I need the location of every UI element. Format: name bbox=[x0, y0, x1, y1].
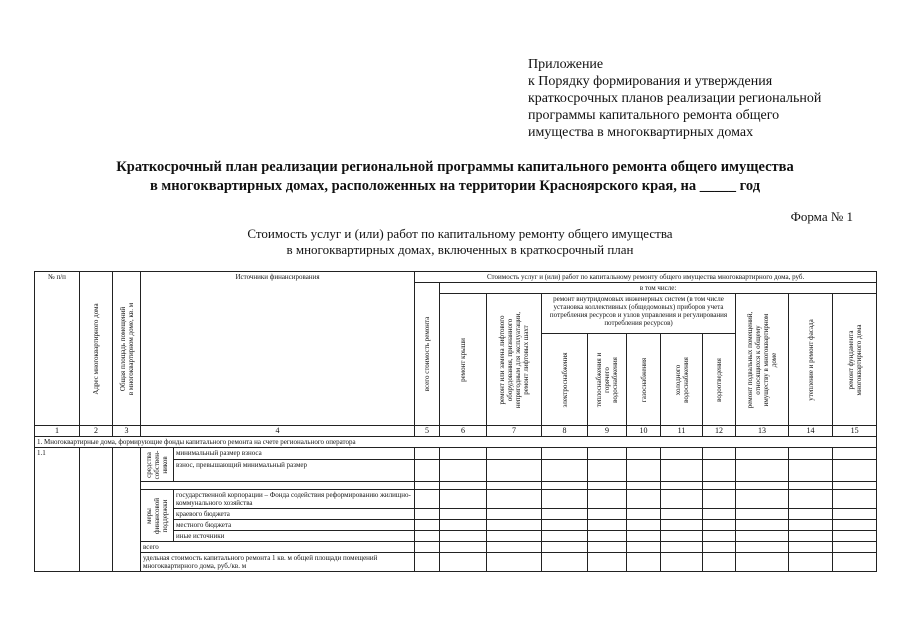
header-roof-text: ремонт крыши bbox=[459, 337, 468, 382]
data-cell bbox=[833, 460, 877, 482]
data-cell bbox=[588, 520, 627, 531]
column-number: 15 bbox=[833, 426, 877, 437]
data-cell bbox=[661, 520, 703, 531]
data-cell bbox=[833, 553, 877, 572]
appendix-line: краткосрочных планов реализации региональной bbox=[528, 91, 822, 106]
address-cell bbox=[80, 448, 113, 572]
data-cell bbox=[588, 448, 627, 460]
data-cell bbox=[440, 509, 487, 520]
data-cell bbox=[789, 542, 833, 553]
header-foundation bbox=[833, 294, 877, 426]
header-cost-group: Стоимость услуг и (или) работ по капитальному ремонту общего имущества многоквартирного дома, руб. bbox=[415, 272, 877, 283]
header-num: № п/п bbox=[35, 272, 80, 426]
data-cell bbox=[487, 509, 542, 520]
support-label bbox=[141, 490, 174, 542]
data-cell bbox=[415, 531, 440, 542]
data-cell bbox=[542, 531, 588, 542]
data-cell bbox=[627, 448, 661, 460]
data-cell bbox=[415, 490, 440, 509]
column-number: 5 bbox=[415, 426, 440, 437]
header-heat-line: горячего bbox=[603, 366, 612, 393]
column-number: 8 bbox=[542, 426, 588, 437]
data-cell bbox=[661, 553, 703, 572]
data-cell bbox=[627, 482, 661, 490]
header-foundation-line: многоквартирного дома bbox=[854, 324, 863, 395]
data-cell bbox=[440, 460, 487, 482]
data-cell bbox=[415, 448, 440, 460]
data-cell bbox=[440, 482, 487, 490]
header-roof bbox=[440, 294, 487, 426]
data-cell bbox=[661, 490, 703, 509]
data-cell bbox=[627, 490, 661, 509]
data-cell bbox=[833, 509, 877, 520]
data-cell bbox=[703, 460, 736, 482]
source-row-label: минимальный размер взноса bbox=[174, 448, 415, 460]
source-row-label: местного бюджета bbox=[174, 520, 415, 531]
header-elevator-line: непригодным для эксплуатации, bbox=[514, 311, 523, 408]
appendix-line: Приложение bbox=[528, 57, 604, 72]
data-cell bbox=[487, 490, 542, 509]
data-cell bbox=[661, 531, 703, 542]
header-area-line: в многоквартирном доме, кв. м bbox=[126, 302, 135, 395]
data-cell bbox=[415, 482, 440, 490]
own-funds-label-line: ников bbox=[161, 455, 169, 474]
data-cell bbox=[789, 553, 833, 572]
row-number: 1.1 bbox=[35, 448, 80, 572]
header-area-text bbox=[119, 302, 135, 394]
column-number: 3 bbox=[113, 426, 141, 437]
column-number: 14 bbox=[789, 426, 833, 437]
data-cell bbox=[661, 482, 703, 490]
data-cell bbox=[661, 509, 703, 520]
subtitle-line-1: Стоимость услуг и (или) работ по капитальному ремонту общего имущества bbox=[247, 226, 673, 241]
data-cell bbox=[661, 460, 703, 482]
header-facade-text: утепление и ремонт фасада bbox=[806, 318, 815, 401]
data-cell bbox=[440, 520, 487, 531]
data-cell bbox=[542, 553, 588, 572]
data-cell bbox=[487, 520, 542, 531]
data-cell bbox=[703, 531, 736, 542]
header-elevator-text bbox=[498, 311, 530, 407]
document-title bbox=[60, 158, 850, 196]
data-cell bbox=[487, 460, 542, 482]
data-cell bbox=[789, 531, 833, 542]
header-cold-water bbox=[661, 334, 703, 426]
data-cell bbox=[789, 490, 833, 509]
header-area-line: Общая площадь помещений bbox=[118, 306, 127, 391]
data-cell bbox=[703, 490, 736, 509]
column-number: 13 bbox=[736, 426, 789, 437]
data-cell bbox=[736, 490, 789, 509]
data-cell bbox=[415, 553, 440, 572]
data-cell bbox=[627, 542, 661, 553]
header-foundation-line: ремонт фундамента bbox=[846, 330, 855, 389]
data-cell bbox=[487, 542, 542, 553]
header-heat-line: водоснабжения bbox=[611, 356, 620, 403]
support-label-line: поддержки bbox=[161, 499, 169, 532]
data-cell bbox=[789, 482, 833, 490]
header-gas-text: газоснабжения bbox=[639, 357, 648, 402]
column-number: 2 bbox=[80, 426, 113, 437]
data-cell bbox=[789, 520, 833, 531]
data-cell bbox=[440, 553, 487, 572]
header-facade bbox=[789, 294, 833, 426]
header-address-text: Адрес многоквартирного дома bbox=[92, 302, 100, 395]
header-cold-water-text bbox=[674, 357, 690, 403]
header-area bbox=[113, 272, 141, 426]
header-engineering: ремонт внутридомовых инженерных систем (в том числе установка коллективных (общедомовых) приборов учета потребления ресурсов и узлов управления и регулирования потребления ресурсов) bbox=[542, 294, 736, 334]
data-cell bbox=[627, 531, 661, 542]
cost-table bbox=[34, 271, 877, 572]
header-cold-water-line: водоснабжения bbox=[681, 356, 690, 403]
data-cell bbox=[542, 490, 588, 509]
data-cell bbox=[736, 520, 789, 531]
header-basement-line: ремонт подвальных помещений, bbox=[746, 311, 755, 408]
appendix-line: к Порядку формирования и утверждения bbox=[528, 74, 773, 89]
data-cell bbox=[440, 448, 487, 460]
own-funds-label bbox=[141, 448, 174, 482]
support-label-line: финансовой bbox=[153, 497, 161, 534]
source-row-label: взнос, превышающий минимальный размер bbox=[174, 460, 415, 482]
data-cell bbox=[415, 520, 440, 531]
header-elevator-line: ремонт лифтовых шахт bbox=[522, 324, 531, 395]
source-row-label: государственной корпорации – Фонда содействия реформированию жилищно-коммунального хозяйства bbox=[174, 490, 415, 509]
source-row-label: краевого бюджета bbox=[174, 509, 415, 520]
data-cell bbox=[542, 460, 588, 482]
subtitle-line-2: в многоквартирных домах, включенных в краткосрочный план bbox=[286, 242, 634, 257]
data-cell bbox=[542, 520, 588, 531]
table-subtitle bbox=[200, 226, 720, 258]
header-address bbox=[80, 272, 113, 426]
data-cell bbox=[833, 542, 877, 553]
data-cell bbox=[588, 531, 627, 542]
header-sources: Источники финансирования bbox=[141, 272, 415, 426]
data-cell bbox=[703, 520, 736, 531]
data-cell bbox=[487, 531, 542, 542]
form-number: Форма № 1 bbox=[790, 209, 853, 224]
header-drainage-text: водоотведения bbox=[715, 357, 724, 402]
data-cell bbox=[703, 542, 736, 553]
header-elevator bbox=[487, 294, 542, 426]
header-power-text: электроснабжения bbox=[560, 351, 569, 408]
data-cell bbox=[415, 460, 440, 482]
title-line-2: в многоквартирных домах, расположенных на территории Красноярского края, на _____ год bbox=[149, 178, 761, 194]
column-number: 4 bbox=[141, 426, 415, 437]
data-cell bbox=[789, 460, 833, 482]
data-cell bbox=[415, 509, 440, 520]
header-total-cost bbox=[415, 283, 440, 426]
data-cell bbox=[627, 553, 661, 572]
column-number: 10 bbox=[627, 426, 661, 437]
data-cell bbox=[588, 460, 627, 482]
data-cell bbox=[487, 482, 542, 490]
appendix-line: программы капитального ремонта общего bbox=[528, 108, 780, 123]
data-cell bbox=[487, 553, 542, 572]
data-cell bbox=[789, 448, 833, 460]
data-cell bbox=[661, 448, 703, 460]
source-row-label: иные источники bbox=[174, 531, 415, 542]
data-cell bbox=[588, 509, 627, 520]
header-elevator-line: оборудования, признанного bbox=[506, 318, 515, 401]
data-cell bbox=[588, 542, 627, 553]
data-cell bbox=[789, 509, 833, 520]
data-cell bbox=[833, 531, 877, 542]
header-basement-text bbox=[746, 311, 778, 408]
data-cell bbox=[542, 542, 588, 553]
header-foundation-text bbox=[847, 324, 863, 395]
header-basement-line: доме bbox=[770, 352, 779, 367]
header-power bbox=[542, 334, 588, 426]
section-title: 1. Многоквартирные дома, формирующие фонды капитального ремонта на счете регионального оператора bbox=[35, 437, 877, 448]
data-cell bbox=[736, 542, 789, 553]
header-basement-line: относящихся к общему bbox=[754, 324, 763, 395]
data-cell bbox=[736, 531, 789, 542]
header-heat-text bbox=[595, 352, 619, 407]
header-elevator-line: ремонт или замена лифтового bbox=[498, 314, 507, 405]
data-cell bbox=[703, 509, 736, 520]
data-cell bbox=[415, 542, 440, 553]
data-cell bbox=[588, 553, 627, 572]
data-cell bbox=[833, 520, 877, 531]
data-cell bbox=[661, 542, 703, 553]
support-label-text bbox=[145, 498, 169, 534]
area-cell bbox=[113, 448, 141, 572]
own-funds-label-line: собствен- bbox=[153, 450, 161, 479]
spacer-cell bbox=[141, 482, 415, 490]
data-cell bbox=[440, 531, 487, 542]
header-basement bbox=[736, 294, 789, 426]
own-funds-label-line: средства bbox=[145, 451, 153, 478]
data-cell bbox=[588, 482, 627, 490]
header-heat-line: теплоснабжения и bbox=[595, 352, 604, 407]
data-cell bbox=[833, 448, 877, 460]
appendix-note bbox=[528, 56, 868, 141]
unit-cost-label: удельная стоимость капитального ремонта 1 кв. м общей площади помещений многоквартирного дома, руб./кв. м bbox=[141, 553, 415, 572]
column-number: 1 bbox=[35, 426, 80, 437]
data-cell bbox=[833, 490, 877, 509]
column-number: 11 bbox=[661, 426, 703, 437]
data-cell bbox=[736, 553, 789, 572]
header-heat bbox=[588, 334, 627, 426]
data-cell bbox=[627, 520, 661, 531]
column-number: 12 bbox=[703, 426, 736, 437]
data-cell bbox=[542, 482, 588, 490]
header-cold-water-line: холодного bbox=[673, 364, 682, 395]
column-number: 9 bbox=[588, 426, 627, 437]
total-label: всего bbox=[141, 542, 415, 553]
data-cell bbox=[627, 509, 661, 520]
data-cell bbox=[736, 448, 789, 460]
data-cell bbox=[627, 460, 661, 482]
data-cell bbox=[736, 509, 789, 520]
header-gas bbox=[627, 334, 661, 426]
data-cell bbox=[440, 542, 487, 553]
data-cell bbox=[542, 509, 588, 520]
header-total-cost-text: всего стоимость ремонта bbox=[423, 316, 432, 392]
data-cell bbox=[833, 482, 877, 490]
appendix-line: имущества в многоквартирных домах bbox=[528, 125, 754, 140]
data-cell bbox=[542, 448, 588, 460]
header-including: в том числе: bbox=[440, 283, 877, 294]
data-cell bbox=[588, 490, 627, 509]
data-cell bbox=[703, 482, 736, 490]
column-number: 7 bbox=[487, 426, 542, 437]
data-cell bbox=[487, 448, 542, 460]
data-cell bbox=[440, 490, 487, 509]
header-basement-line: имуществу в многоквартирном bbox=[762, 313, 771, 406]
data-cell bbox=[736, 482, 789, 490]
data-cell bbox=[736, 460, 789, 482]
data-cell bbox=[703, 553, 736, 572]
column-number: 6 bbox=[440, 426, 487, 437]
data-cell bbox=[703, 448, 736, 460]
title-line-1: Краткосрочный план реализации региональной программы капитального ремонта общего имущества bbox=[116, 159, 794, 175]
own-funds-label-text bbox=[145, 450, 169, 479]
header-drainage bbox=[703, 334, 736, 426]
support-label-line: меры bbox=[145, 507, 153, 524]
